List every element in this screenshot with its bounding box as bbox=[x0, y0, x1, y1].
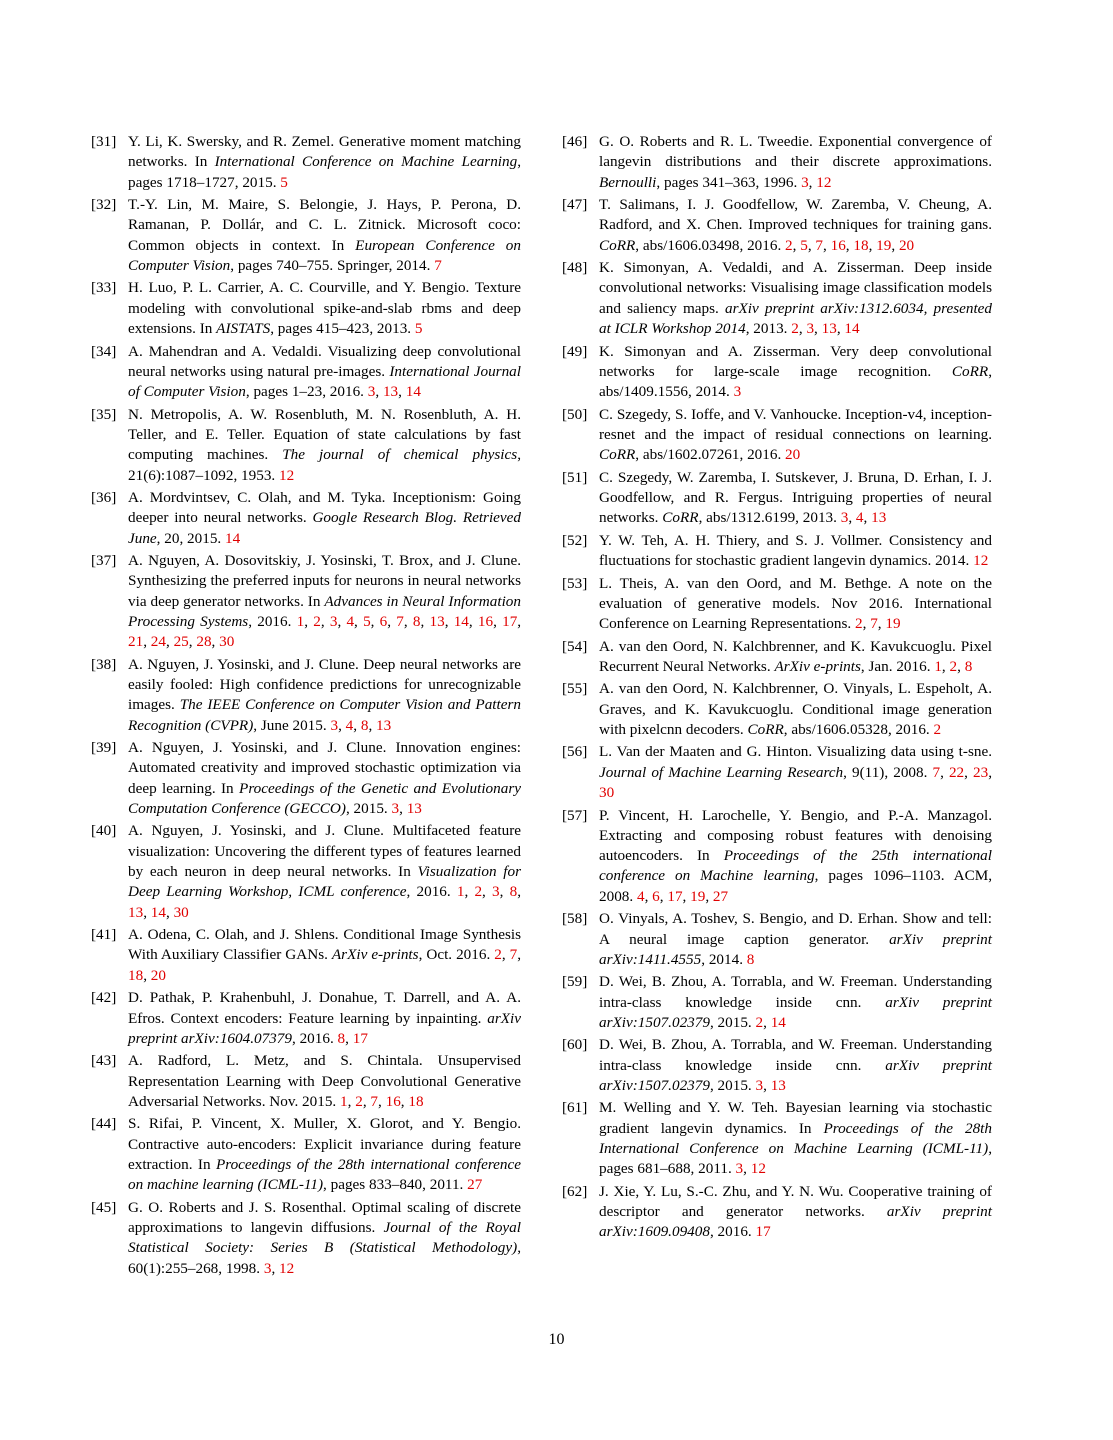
backref-page-link[interactable]: 16 bbox=[477, 612, 494, 630]
reference-venue: International Conference on Machine Learning bbox=[214, 153, 518, 171]
reference-text: , 20, 2015. bbox=[156, 529, 226, 547]
reference-number: [61] bbox=[562, 1099, 588, 1117]
reference-text: C. Szegedy, W. Zaremba, I. Sutskever, J. Bruna, D. Erhan, I. J. Goodfellow, and R. Fergus. Intriguing properties of neural networks. bbox=[599, 468, 992, 527]
backref-page-link[interactable]: 8 bbox=[964, 657, 973, 675]
backref-page-link[interactable]: 5 bbox=[280, 173, 288, 191]
reference-text: , 2016. bbox=[291, 1029, 338, 1047]
reference-text: , 9(11), 2008. bbox=[843, 763, 933, 781]
reference-venue: arXiv preprint arXiv:1604.07379 bbox=[128, 1009, 521, 1047]
backref-page-link[interactable]: 17 bbox=[502, 612, 518, 630]
reference-venue: CoRR bbox=[599, 446, 636, 464]
reference-number: [59] bbox=[562, 973, 588, 991]
reference-entry bbox=[91, 1114, 521, 1195]
backref-page-link[interactable]: 12 bbox=[973, 552, 989, 570]
backref-page-link[interactable]: 3 bbox=[391, 800, 400, 817]
reference-text: , abs/1602.07261, 2016. bbox=[635, 446, 786, 464]
reference-text: , Jan. 2016. bbox=[860, 657, 935, 675]
reference-text: , abs/1409.1556, 2014. bbox=[599, 362, 992, 401]
reference-number: [55] bbox=[562, 680, 588, 698]
reference-text: , June 2015. bbox=[253, 716, 331, 734]
backref-page-link[interactable]: 13 bbox=[406, 800, 422, 817]
backref-page-link[interactable]: 12 bbox=[816, 173, 832, 191]
backref-page-link[interactable]: 1 bbox=[934, 657, 942, 675]
backref-page-link[interactable]: 2 bbox=[855, 615, 863, 633]
reference-venue: AISTATS bbox=[216, 320, 271, 338]
backref-page-link[interactable]: 2 bbox=[474, 883, 483, 901]
backref-page-link[interactable]: 13 bbox=[382, 383, 399, 401]
reference-venue: The journal of chemical physics bbox=[282, 446, 518, 464]
backref-page-link[interactable]: 18 bbox=[408, 1092, 424, 1110]
backref-page-link[interactable]: 6 bbox=[379, 612, 388, 630]
reference-entry: [61] M. Welling and Y. W. Teh. Bayesian learning via stochastic gradient langevin dynamics. In Proceedings of the 28th International Conference on Machine Learning (ICML-11), pages 681–688, 2011. 3, 12 bbox=[562, 1099, 992, 1178]
backref-page-link[interactable]: 14 bbox=[844, 320, 860, 338]
reference-text: P. Vincent, H. Larochelle, Y. Bengio, and P.-A. Manzagol. Extracting and composing robust features with denoising autoencoders. In bbox=[599, 806, 992, 865]
backref-page-link[interactable]: 3 bbox=[492, 883, 500, 901]
backref-page-link[interactable]: 14 bbox=[225, 529, 241, 547]
reference-venue: CoRR bbox=[662, 509, 699, 527]
reference-entry bbox=[562, 1182, 992, 1243]
backref-page-link[interactable]: 8 bbox=[746, 950, 755, 968]
backref-page-link[interactable]: 12 bbox=[279, 466, 295, 484]
backref-page-link[interactable]: 7 bbox=[932, 763, 941, 781]
reference-number: [51] bbox=[562, 468, 588, 486]
reference-text: , pages 740–755. Springer, 2014. bbox=[230, 256, 435, 274]
backref-page-link[interactable]: 13 bbox=[871, 509, 887, 527]
backref-page-link[interactable]: 21 bbox=[128, 633, 144, 651]
reference-number: [49] bbox=[562, 342, 588, 360]
backref-page-link[interactable]: 3 bbox=[840, 509, 849, 527]
reference-text: , abs/1606.05328, 2016. bbox=[783, 721, 934, 738]
reference-venue: International Journal of Computer Vision bbox=[128, 362, 521, 401]
backref-page-link[interactable]: 12 bbox=[750, 1160, 766, 1178]
reference-text: O. Vinyals, A. Toshev, S. Bengio, and D. Erhan. Show and tell: A neural image caption generator. bbox=[599, 910, 992, 948]
backref-page-link[interactable]: 8 bbox=[337, 1029, 346, 1047]
reference-number: [34] bbox=[91, 342, 117, 360]
reference-venue: arXiv preprint arXiv:1507.02379 bbox=[599, 993, 992, 1031]
reference-text: , 2015. bbox=[709, 1076, 756, 1094]
reference-number: [58] bbox=[562, 910, 588, 928]
reference-text: A. Nguyen, J. Yosinski, and J. Clune. Multifaceted feature visualization: Uncovering the different types of features learned by each neuron in deep neural networks. In bbox=[128, 822, 521, 881]
reference-entry: [60] D. Wei, B. Zhou, A. Torrabla, and W. Freeman. Understanding intra-class knowledge inside cnn. arXiv preprint arXiv:1507.02379, 2015. 3, 13 bbox=[562, 1036, 992, 1094]
backref-page-link[interactable]: 13 bbox=[429, 612, 445, 630]
reference-number: [50] bbox=[562, 405, 588, 423]
backref-page-link[interactable]: 1 bbox=[296, 612, 305, 630]
backref-page-link[interactable]: 8 bbox=[509, 883, 518, 901]
backref-page-link[interactable]: 14 bbox=[770, 1013, 786, 1031]
backref-page-link[interactable]: 4 bbox=[346, 612, 355, 630]
reference-number: [48] bbox=[562, 259, 588, 277]
references-right-column bbox=[562, 132, 992, 1245]
reference-venue: Advances in Neural Information Processing Systems bbox=[128, 592, 521, 630]
reference-text: C. Szegedy, S. Ioffe, and V. Vanhoucke. Inception-v4, inception-resnet and the impact of residual connections on learning. bbox=[599, 405, 992, 443]
reference-number: [35] bbox=[91, 405, 117, 423]
reference-venue: Proceedings of the Genetic and Evolutionary Computation Conference (GECCO) bbox=[128, 779, 521, 817]
reference-venue: arXiv preprint arXiv:1312.6034, presented at ICLR Workshop 2014 bbox=[599, 299, 992, 338]
backref-page-link[interactable]: 24 bbox=[150, 633, 166, 651]
reference-text: L. Theis, A. van den Oord, and M. Bethge. A note on the evaluation of generative models. Nov 2016. International Conference on Learning Representations. bbox=[599, 574, 992, 633]
backref-page-link[interactable]: 6 bbox=[652, 887, 660, 905]
backref-page-link[interactable]: 30 bbox=[599, 784, 615, 802]
reference-text: , 2016. bbox=[709, 1223, 756, 1241]
reference-text: Y. W. Teh, A. H. Thiery, and S. J. Vollmer. Consistency and fluctuations for stochastic gradient langevin dynamics. 2014. bbox=[599, 531, 992, 570]
reference-number: [60] bbox=[562, 1036, 588, 1054]
reference-number: [57] bbox=[562, 806, 588, 824]
reference-text: T.-Y. Lin, M. Maire, S. Belongie, J. Hays, P. Perona, D. Ramanan, P. Dollár, and C. L. Zitnick. Microsoft coco: Common objects in context. In bbox=[128, 196, 521, 254]
reference-text: M. Welling and Y. W. Teh. Bayesian learning via stochastic gradient langevin dynamics. In bbox=[599, 1099, 992, 1137]
reference-text: D. Wei, B. Zhou, A. Torrabla, and W. Freeman. Understanding intra-class knowledge inside cnn. bbox=[599, 1036, 992, 1074]
reference-number: [52] bbox=[562, 531, 588, 549]
backref-page-link[interactable]: 22 bbox=[948, 763, 965, 781]
backref-page-link[interactable]: 2 bbox=[355, 1092, 363, 1110]
reference-entry bbox=[91, 132, 521, 193]
reference-entry bbox=[562, 342, 992, 403]
reference-text: , 60(1):255–268, 1998. bbox=[128, 1239, 521, 1277]
reference-number: [37] bbox=[91, 552, 117, 570]
reference-venue: Proceedings of the 28th international conference on machine learning (ICML-11) bbox=[128, 1155, 521, 1194]
backref-page-link[interactable]: 3 bbox=[329, 612, 338, 630]
reference-entry bbox=[562, 405, 992, 466]
reference-entry: [45] G. O. Roberts and J. S. Rosenthal. Optimal scaling of discrete approximations to langevin diffusions. Journal of the Royal Statistical Society: Series B (Statistical Methodology), 60(1):255–268, 1998. 3, 12 bbox=[91, 1198, 521, 1277]
backref-page-link[interactable]: 12 bbox=[279, 1259, 295, 1277]
reference-text: , Oct. 2016. bbox=[418, 946, 495, 964]
backref-page-link[interactable]: 27 bbox=[467, 1176, 483, 1194]
reference-venue: CoRR bbox=[599, 236, 636, 254]
backref-page-link[interactable]: 19 bbox=[876, 236, 892, 254]
reference-venue: European Conference on Computer Vision bbox=[128, 236, 521, 274]
reference-text: A. van den Oord, N. Kalchbrenner, and K. Kavukcuoglu. Pixel Recurrent Neural Networks. bbox=[599, 637, 992, 675]
backref-page-link[interactable]: 30 bbox=[219, 633, 235, 651]
reference-text: A. Radford, L. Metz, and S. Chintala. Unsupervised Representation Learning with Deep Convolutional Generative Adversarial Networks. Nov. 2015. bbox=[128, 1052, 521, 1110]
backref-page-link[interactable]: 14 bbox=[150, 903, 166, 921]
backref-page-link[interactable]: 16 bbox=[830, 236, 846, 254]
reference-text: A. Nguyen, A. Dosovitskiy, J. Yosinski, T. Brox, and J. Clune. Synthesizing the preferred inputs for neurons in neural networks via deep generator networks. In bbox=[128, 552, 521, 610]
backref-page-link[interactable]: 7 bbox=[509, 946, 518, 964]
reference-text: , 2015. bbox=[345, 800, 392, 817]
backref-page-link[interactable]: 20 bbox=[785, 446, 801, 464]
backref-page-link[interactable]: 7 bbox=[815, 236, 824, 254]
reference-text: A. Mahendran and A. Vedaldi. Visualizing deep convolutional neural networks using natural pre-images. bbox=[128, 342, 521, 380]
backref-page-link[interactable]: 30 bbox=[173, 903, 189, 921]
reference-entry: [48] K. Simonyan, A. Vedaldi, and A. Zisserman. Deep inside convolutional networks: Visualising image classification models and saliency maps. arXiv preprint arXiv:1312.6034, presented at ICLR Workshop 2014, 2013. 2, 3, 13, 14 bbox=[562, 259, 992, 338]
reference-text: , 21(6):1087–1092, 1953. bbox=[128, 446, 521, 484]
backref-page-link[interactable]: 20 bbox=[898, 236, 915, 254]
reference-number: [46] bbox=[562, 133, 588, 150]
reference-venue: Journal of the Royal Statistical Society: Series B (Statistical Methodology) bbox=[128, 1219, 521, 1257]
reference-venue: The IEEE Conference on Computer Vision and Pattern Recognition (CVPR) bbox=[128, 696, 521, 734]
reference-entry bbox=[91, 405, 521, 486]
backref-page-link[interactable]: 13 bbox=[770, 1076, 786, 1094]
reference-entry: [43] A. Radford, L. Metz, and S. Chintala. Unsupervised Representation Learning with Deep Convolutional Generative Adversarial Networks. Nov. 2015. 1, 2, 7, 16, 18 bbox=[91, 1052, 521, 1110]
reference-entry: [54] A. van den Oord, N. Kalchbrenner, and K. Kavukcuoglu. Pixel Recurrent Neural Networks. ArXiv e-prints, Jan. 2016. 1, 2, 8 bbox=[562, 637, 992, 675]
backref-page-link[interactable]: 3 bbox=[801, 173, 809, 191]
backref-page-link[interactable]: 3 bbox=[330, 716, 339, 734]
reference-venue: Proceedings of the 25th international conference on Machine learning bbox=[599, 847, 992, 885]
reference-entry: [53] L. Theis, A. van den Oord, and M. Bethge. A note on the evaluation of generative models. Nov 2016. International Conference on Learning Representations. 2, 7, 19 bbox=[562, 574, 992, 633]
backref-page-link[interactable]: 1 bbox=[456, 883, 465, 901]
reference-text: G. O. Roberts and R. L. Tweedie. Exponential convergence of langevin distributions and their discrete approximations. bbox=[599, 133, 992, 171]
reference-text: L. Van der Maaten and G. Hinton. Visualizing data using t-sne. bbox=[599, 743, 992, 761]
backref-page-link[interactable]: 4 bbox=[345, 716, 354, 734]
backref-page-link[interactable]: 17 bbox=[755, 1223, 771, 1241]
reference-text: , pages 1718–1727, 2015. bbox=[128, 153, 521, 191]
reference-number: [36] bbox=[91, 488, 117, 506]
reference-entry bbox=[91, 278, 521, 339]
reference-text: A. Odena, C. Olah, and J. Shlens. Conditional Image Synthesis With Auxiliary Classifier GANs. bbox=[128, 926, 521, 964]
reference-text: , 2013. bbox=[745, 320, 792, 338]
reference-venue: CoRR bbox=[951, 362, 989, 380]
backref-page-link[interactable]: 2 bbox=[933, 721, 942, 738]
reference-entry: [47] T. Salimans, I. J. Goodfellow, W. Zaremba, V. Cheung, A. Radford, and X. Chen. Improved techniques for training gans. CoRR, abs/1606.03498, 2016. 2, 5, 7, 16, 18, 19, 20 bbox=[562, 196, 992, 254]
reference-venue: arXiv preprint arXiv:1411.4555 bbox=[599, 930, 992, 968]
reference-venue: Journal of Machine Learning Research bbox=[599, 763, 844, 781]
reference-text: A. Nguyen, J. Yosinski, and J. Clune. Deep neural networks are easily fooled: High confidence predictions for unrecognizable images. bbox=[128, 655, 521, 714]
backref-page-link[interactable]: 2 bbox=[791, 320, 799, 338]
backref-page-link[interactable]: 2 bbox=[755, 1013, 764, 1031]
reference-venue: Google Research Blog. Retrieved June bbox=[128, 509, 521, 547]
backref-page-link[interactable]: 3 bbox=[367, 383, 376, 401]
reference-number: [56] bbox=[562, 743, 588, 761]
reference-text: , pages 681–688, 2011. bbox=[599, 1140, 992, 1178]
reference-venue: CoRR bbox=[747, 721, 784, 738]
backref-page-link[interactable]: 14 bbox=[453, 612, 469, 630]
reference-number: [53] bbox=[562, 574, 588, 592]
reference-number: [54] bbox=[562, 637, 588, 655]
reference-text: , abs/1606.03498, 2016. bbox=[635, 236, 786, 254]
reference-number: [32] bbox=[91, 196, 117, 214]
backref-page-link[interactable]: 20 bbox=[150, 966, 166, 984]
reference-text: , pages 833–840, 2011. bbox=[323, 1176, 468, 1194]
backref-page-link[interactable]: 7 bbox=[396, 612, 404, 630]
backref-page-link[interactable]: 8 bbox=[360, 716, 369, 734]
backref-page-link[interactable]: 2 bbox=[949, 657, 958, 675]
reference-entry: [34] A. Mahendran and A. Vedaldi. Visualizing deep convolutional neural networks using natural pre-images. International Journal of Computer Vision, pages 1–23, 2016. 3, 13, 14 bbox=[91, 342, 521, 401]
reference-entry: [37] A. Nguyen, A. Dosovitskiy, J. Yosinski, T. Brox, and J. Clune. Synthesizing the preferred inputs for neurons in neural networks via deep generator networks. In Advances in Neural Information Processing Systems, 2016. 1, 2, 3, 4, 5, 6, 7, 8, 13, 14, 16, 17, 21, 24, 25, 28, 30 bbox=[91, 552, 522, 651]
reference-venue: arXiv preprint arXiv:1507.02379 bbox=[599, 1056, 992, 1094]
backref-page-link[interactable]: 14 bbox=[405, 383, 421, 401]
reference-text: , abs/1312.6199, 2013. bbox=[698, 509, 841, 527]
reference-number: [39] bbox=[91, 739, 117, 757]
references-left-column bbox=[91, 132, 521, 1281]
reference-text: , pages 341–363, 1996. bbox=[656, 173, 802, 191]
reference-text: G. O. Roberts and J. S. Rosenthal. Optimal scaling of discrete approximations to langevin diffusions. bbox=[128, 1198, 521, 1237]
reference-text: A. Nguyen, J. Yosinski, and J. Clune. Innovation engines: Automated creativity and improved stochastic optimization via deep learning. In bbox=[128, 739, 521, 797]
reference-text: H. Luo, P. L. Carrier, A. C. Courville, and Y. Bengio. Texture modeling with convolutional spike-and-slab rbms and deep extensions. In bbox=[128, 279, 521, 338]
reference-text: N. Metropolis, A. W. Rosenbluth, M. N. Rosenbluth, A. H. Teller, and E. Teller. Equation of state calculations by fast computing machines. bbox=[128, 405, 521, 464]
backref-page-link[interactable]: 3 bbox=[806, 320, 815, 338]
reference-text: A. Mordvintsev, C. Olah, and M. Tyka. Inceptionism: Going deeper into neural networks. bbox=[128, 488, 521, 527]
reference-entry: [51] C. Szegedy, W. Zaremba, I. Sutskever, J. Bruna, D. Erhan, I. J. Goodfellow, and R. Fergus. Intriguing properties of neural networks. CoRR, abs/1312.6199, 2013. 3, 4, 13 bbox=[562, 468, 992, 527]
reference-venue: Bernoulli bbox=[599, 173, 657, 191]
reference-number: [33] bbox=[91, 279, 117, 297]
reference-text: , pages 1–23, 2016. bbox=[245, 383, 368, 401]
reference-entry: [56] L. Van der Maaten and G. Hinton. Visualizing data using t-sne. Journal of Machine Learning Research, 9(11), 2008. 7, 22, 23, 30 bbox=[562, 743, 992, 802]
backref-page-link[interactable]: 23 bbox=[973, 763, 989, 781]
backref-page-link[interactable]: 18 bbox=[128, 966, 144, 984]
reference-number: [38] bbox=[91, 655, 117, 673]
reference-entry: [57] P. Vincent, H. Larochelle, Y. Bengio, and P.-A. Manzagol. Extracting and composing robust features with denoising autoencoders. In Proceedings of the 25th international conference on Machine learning, pages 1096–1103. ACM, 2008. 4, 6, 17, 19, 27 bbox=[562, 806, 993, 905]
backref-page-link[interactable]: 3 bbox=[755, 1076, 764, 1094]
backref-page-link[interactable]: 25 bbox=[173, 633, 189, 651]
reference-text: A. van den Oord, N. Kalchbrenner, O. Vinyals, L. Espeholt, A. Graves, and K. Kavukcuoglu. Conditional image generation with pixelcnn decoders. bbox=[599, 680, 992, 738]
backref-page-link[interactable]: 19 bbox=[885, 615, 901, 633]
reference-entry: [41] A. Odena, C. Olah, and J. Shlens. Conditional Image Synthesis With Auxiliary Classifier GANs. ArXiv e-prints, Oct. 2016. 2, 7, 18, 20 bbox=[91, 926, 522, 984]
reference-text: K. Simonyan and A. Zisserman. Very deep convolutional networks for large-scale image recognition. bbox=[599, 342, 992, 380]
backref-page-link[interactable]: 27 bbox=[712, 887, 729, 905]
backref-page-link[interactable]: 5 bbox=[800, 236, 808, 254]
backref-page-link[interactable]: 3 bbox=[735, 1160, 744, 1178]
reference-text: , 2015. bbox=[709, 1013, 756, 1031]
backref-page-link[interactable]: 13 bbox=[821, 320, 837, 338]
backref-page-link[interactable]: 17 bbox=[352, 1029, 368, 1047]
reference-entry bbox=[91, 488, 521, 549]
backref-page-link[interactable]: 7 bbox=[870, 615, 878, 633]
backref-page-link[interactable]: 3 bbox=[733, 383, 742, 401]
reference-text: T. Salimans, I. J. Goodfellow, W. Zaremba, V. Cheung, A. Radford, and X. Chen. Improved techniques for training gans. bbox=[599, 196, 992, 234]
backref-page-link[interactable]: 2 bbox=[313, 612, 321, 630]
reference-number: [31] bbox=[91, 133, 117, 150]
reference-text: J. Xie, Y. Lu, S.-C. Zhu, and Y. N. Wu. Cooperative training of descriptor and generator networks. bbox=[599, 1182, 992, 1221]
reference-entry bbox=[91, 195, 521, 276]
reference-entry: [59] D. Wei, B. Zhou, A. Torrabla, and W. Freeman. Understanding intra-class knowledge inside cnn. arXiv preprint arXiv:1507.02379, 2015. 2, 14 bbox=[562, 973, 992, 1031]
backref-page-link[interactable]: 16 bbox=[385, 1092, 401, 1110]
reference-text: S. Rifai, P. Vincent, X. Muller, X. Glorot, and Y. Bengio. Contractive auto-encoders: Explicit invariance during feature extraction. In bbox=[128, 1115, 521, 1173]
backref-page-link[interactable]: 4 bbox=[855, 509, 864, 527]
backref-page-link[interactable]: 5 bbox=[414, 320, 423, 338]
reference-text: , 2016. bbox=[248, 612, 297, 630]
reference-entry: [38] A. Nguyen, J. Yosinski, and J. Clune. Deep neural networks are easily fooled: High confidence predictions for unrecognizable images. The IEEE Conference on Computer Vision and Pattern Recognition (CVPR), June 2015. 3, 4, 8, 13 bbox=[91, 655, 521, 734]
backref-page-link[interactable]: 18 bbox=[853, 236, 869, 254]
backref-page-link[interactable]: 7 bbox=[370, 1092, 378, 1110]
reference-entry: [42] D. Pathak, P. Krahenbuhl, J. Donahue, T. Darrell, and A. A. Efros. Context encoders: Feature learning by inpainting. arXiv preprint arXiv:1604.07379, 2016. 8, 17 bbox=[91, 989, 521, 1047]
reference-number: [45] bbox=[91, 1198, 117, 1216]
reference-entry: [39] A. Nguyen, J. Yosinski, and J. Clune. Innovation engines: Automated creativity and improved stochastic optimization via deep learning. In Proceedings of the Genetic and Evolutionary Computation Conference (GECCO), 2015. 3, 13 bbox=[91, 739, 521, 817]
reference-venue: arXiv preprint arXiv:1609.09408 bbox=[599, 1203, 992, 1241]
reference-venue: Proceedings of the 28th International Conference on Machine Learning (ICML-11) bbox=[599, 1119, 992, 1158]
reference-entry bbox=[562, 531, 992, 572]
backref-page-link[interactable]: 7 bbox=[434, 256, 442, 274]
reference-text: D. Pathak, P. Krahenbuhl, J. Donahue, T. Darrell, and A. A. Efros. Context encoders: Feature learning by inpainting. bbox=[128, 989, 521, 1027]
reference-entry bbox=[562, 909, 992, 970]
reference-entry: [40] A. Nguyen, J. Yosinski, and J. Clune. Multifaceted feature visualization: Uncovering the different types of features learned by each neuron in deep neural networks. In Visualization for Deep Learning Workshop, ICML conference, 2016. 1, 2, 3, 8, 13, 14, 30 bbox=[91, 822, 521, 921]
reference-venue: ArXiv e-prints bbox=[774, 657, 861, 675]
reference-text: , 2014. bbox=[701, 950, 747, 968]
reference-number: [43] bbox=[91, 1052, 117, 1070]
reference-number: [47] bbox=[562, 196, 588, 214]
backref-page-link[interactable]: 2 bbox=[785, 236, 793, 254]
reference-text: Y. Li, K. Swersky, and R. Zemel. Generative moment matching networks. In bbox=[128, 133, 521, 171]
reference-text: , pages 415–423, 2013. bbox=[270, 320, 415, 338]
backref-page-link[interactable]: 28 bbox=[196, 633, 212, 651]
backref-page-link[interactable]: 2 bbox=[494, 946, 502, 964]
backref-page-link[interactable]: 13 bbox=[376, 716, 392, 734]
reference-entry: [46] G. O. Roberts and R. L. Tweedie. Exponential convergence of langevin distributions and their discrete approximations. Bernoulli, pages 341–363, 1996. 3, 12 bbox=[562, 133, 992, 191]
backref-page-link[interactable]: 4 bbox=[636, 887, 645, 905]
reference-text: , 2016. bbox=[406, 883, 457, 901]
page-number: 10 bbox=[548, 1331, 565, 1348]
reference-text: , pages 1096–1103. ACM, 2008. bbox=[599, 867, 993, 905]
reference-number: [42] bbox=[91, 989, 117, 1007]
backref-page-link[interactable]: 19 bbox=[690, 887, 706, 905]
backref-page-link[interactable]: 8 bbox=[412, 612, 421, 630]
reference-venue: Visualization for Deep Learning Workshop, ICML conference bbox=[128, 863, 521, 901]
backref-page-link[interactable]: 1 bbox=[340, 1092, 348, 1110]
backref-page-link[interactable]: 3 bbox=[263, 1259, 272, 1277]
reference-number: [40] bbox=[91, 822, 117, 840]
reference-text: D. Wei, B. Zhou, A. Torrabla, and W. Freeman. Understanding intra-class knowledge inside cnn. bbox=[599, 973, 992, 1011]
reference-venue: ArXiv e-prints bbox=[331, 946, 419, 964]
reference-number: [41] bbox=[91, 926, 117, 944]
reference-entry bbox=[562, 679, 992, 740]
reference-number: [44] bbox=[91, 1115, 117, 1133]
backref-page-link[interactable]: 13 bbox=[128, 903, 144, 921]
reference-number: [62] bbox=[562, 1182, 588, 1200]
backref-page-link[interactable]: 5 bbox=[363, 612, 371, 630]
reference-text: K. Simonyan, A. Vedaldi, and A. Zisserman. Deep inside convolutional networks: Visualising image classification models and saliency maps. bbox=[599, 259, 992, 317]
backref-page-link[interactable]: 17 bbox=[667, 887, 683, 905]
